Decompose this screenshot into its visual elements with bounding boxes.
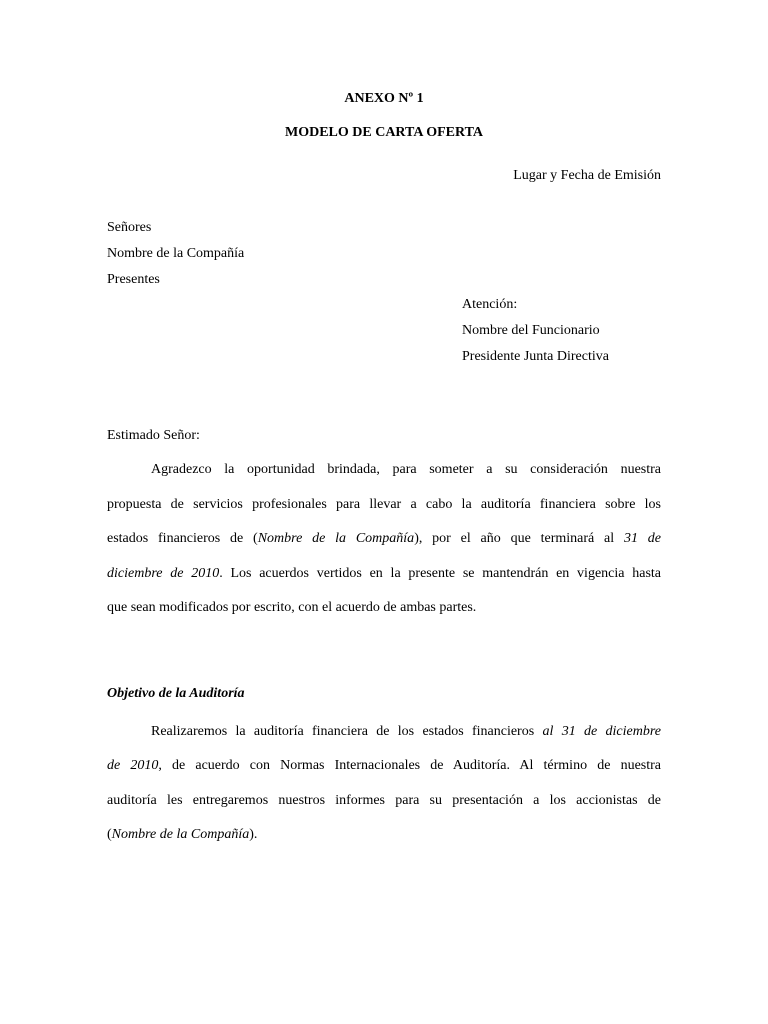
attention-label: Atención: [462, 297, 518, 312]
intro-line-4: diciembre de 2010. Los acuerdos vertidos en la presente se mantendrán en vigencia hasta [107, 566, 661, 581]
recipient-line-2: Nombre de la Compañía [107, 246, 245, 261]
salutation: Estimado Señor: [107, 428, 200, 443]
intro-line-3: estados financieros de (Nombre de la Compañía), por el año que terminará al 31 de [107, 531, 661, 546]
recipient-line-1: Señores [107, 220, 152, 235]
document-title: MODELO DE CARTA OFERTA [284, 125, 483, 140]
intro-line-5: que sean modificados por escrito, con el acuerdo de ambas partes. [107, 600, 477, 615]
objective-line-1: Realizaremos la auditoría financiera de los estados financieros al 31 de diciembre [151, 724, 661, 739]
objective-line-3: auditoría les entregaremos nuestros informes para su presentación a los accionistas de [107, 793, 661, 808]
objective-line-2: de 2010, de acuerdo con Normas Internacionales de Auditoría. Al término de nuestra [107, 758, 661, 773]
objective-heading: Objetivo de la Auditoría [107, 686, 245, 701]
intro-line-2: propuesta de servicios profesionales para llevar a cabo la auditoría financiera sobre los [107, 497, 661, 512]
attention-name: Nombre del Funcionario [462, 323, 600, 338]
recipient-line-3: Presentes [107, 272, 160, 287]
objective-line-4: (Nombre de la Compañía). [107, 827, 258, 842]
intro-line-1: Agradezco la oportunidad brindada, para someter a su consideración nuestra [151, 462, 661, 477]
annex-title: ANEXO Nº 1 [344, 91, 424, 106]
place-and-date: Lugar y Fecha de Emisión [513, 168, 661, 183]
attention-role: Presidente Junta Directiva [462, 349, 609, 364]
